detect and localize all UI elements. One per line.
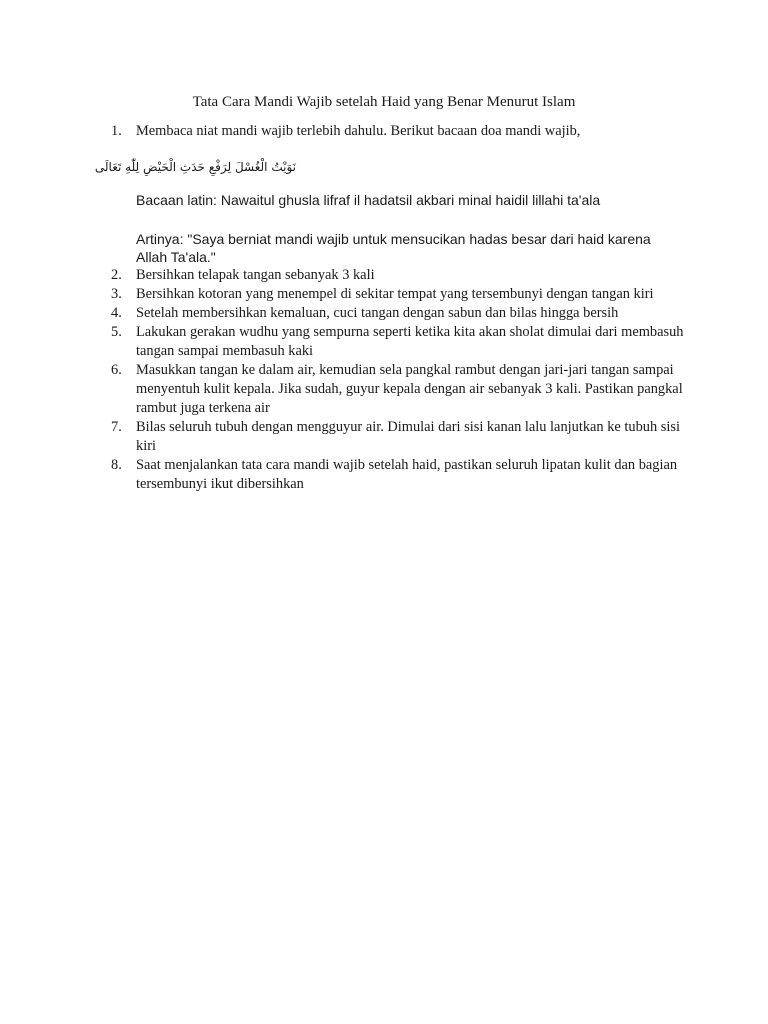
step-text: Bilas seluruh tubuh dengan mengguyur air. Dimulai dari sisi kanan lalu lanjutkan ke tubuh sisi kiri — [136, 419, 680, 454]
list-number: 8. — [111, 457, 122, 473]
document-title: Tata Cara Mandi Wajib setelah Haid yang Benar Menurut Islam — [192, 94, 576, 110]
list-number: 7. — [111, 419, 122, 435]
list-number: 6. — [111, 362, 122, 378]
list-number: 1. — [111, 123, 122, 139]
list-item-8 — [0, 456, 768, 494]
list-item-3 — [0, 285, 768, 304]
step-text: Membaca niat mandi wajib terlebih dahulu. Berikut bacaan doa mandi wajib, — [136, 123, 581, 139]
step-text: Saat menjalankan tata cara mandi wajib setelah haid, pastikan seluruh lipatan kulit dan bagian tersembunyi ikut dibersihkan — [136, 457, 678, 492]
list-item-4 — [0, 304, 768, 323]
step-text: Bersihkan telapak tangan sebanyak 3 kali — [136, 267, 375, 283]
step-text: Bersihkan kotoran yang menempel di sekitar tempat yang tersembunyi dengan tangan kiri — [136, 286, 654, 302]
list-number: 5. — [111, 324, 122, 340]
list-item-6 — [0, 361, 768, 418]
step-text: Masukkan tangan ke dalam air, kemudian sela pangkal rambut dengan jari-jari tangan sampai menyentuh kulit kepala. Jika sudah, guyur kepala dengan air sebanyak 3 kali. Pastikan pangkal rambut juga terkena air — [136, 362, 683, 416]
step-text: Setelah membersihkan kemaluan, cuci tangan dengan sabun dan bilas hingga bersih — [136, 305, 619, 321]
list-item-2 — [0, 266, 768, 285]
list-item-1 — [0, 122, 768, 266]
list-number: 3. — [111, 286, 122, 302]
step-text: Lakukan gerakan wudhu yang sempurna seperti ketika kita akan sholat dimulai dari membasuh tangan sampai membasuh kaki — [136, 324, 684, 359]
list-item-5 — [0, 323, 768, 361]
translation-text: Artinya: "Saya berniat mandi wajib untuk mensucikan hadas besar dari haid karena Allah Ta'ala." — [136, 231, 651, 265]
steps-list — [0, 122, 768, 494]
list-number: 4. — [111, 305, 122, 321]
list-item-7 — [0, 418, 768, 456]
arabic-prayer: نَوَيْتُ الْغُسْلَ لِرَفْعِ حَدَثِ الْحَيْضِ لِلّٰهِ تَعَالَى — [94, 160, 296, 174]
list-number: 2. — [111, 267, 122, 283]
latin-transliteration: Bacaan latin: Nawaitul ghusla lifraf il hadatsil akbari minal haidil lillahi ta'ala — [136, 192, 601, 208]
